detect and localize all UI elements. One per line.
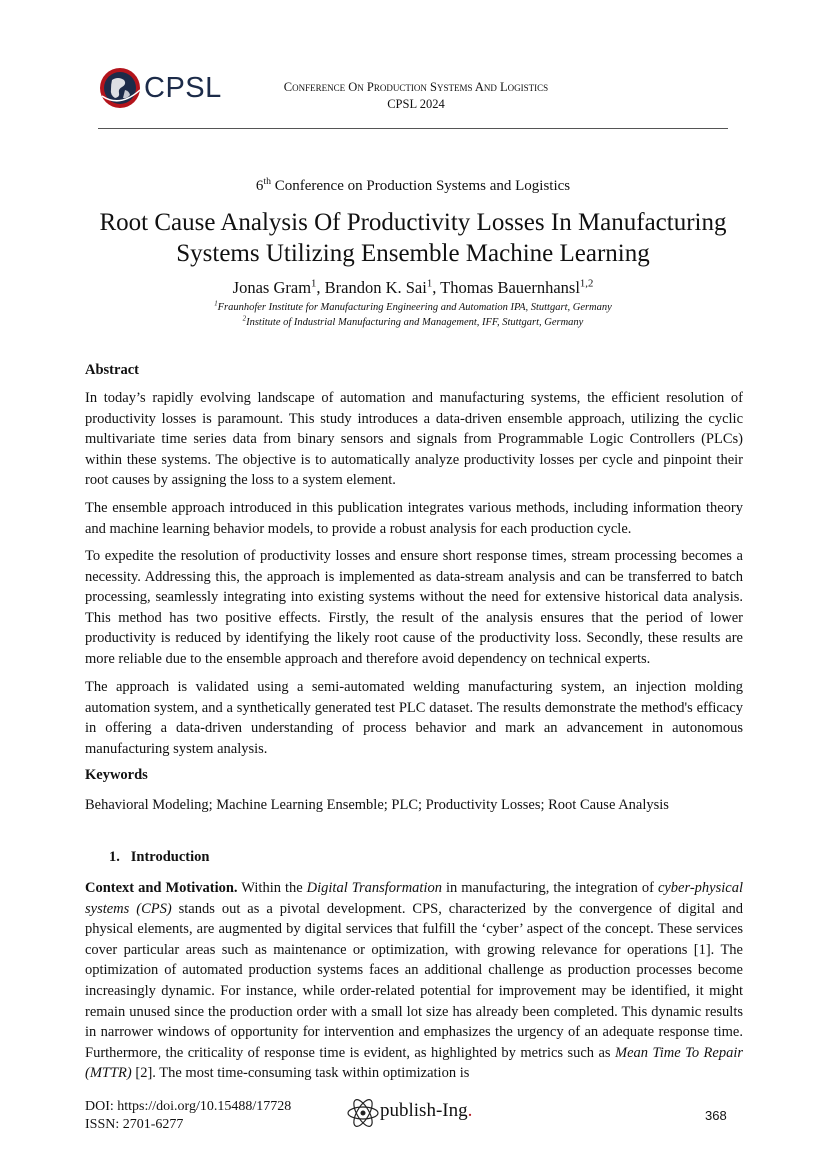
abstract-paragraph: The ensemble approach introduced in this publication integrates various methods, including information theory and machine learning behavior models, to provide a robust analysis for each production cycle.: [85, 500, 743, 537]
author-affiliation-mark: 1: [426, 277, 433, 290]
conference-ordinal-suffix: th: [263, 176, 271, 187]
affiliation: [98, 302, 728, 313]
intro-text: [2]. The most time-consuming task within optimization is: [131, 1065, 470, 1082]
publisher-dot: .: [467, 1100, 473, 1121]
intro-emphasis: Mean Time To Repair (MTTR): [85, 1044, 743, 1082]
author-list: Jonas Gram$^1$, Brandon K. Sai$^1$, Thomas Bauernhansl$^{1,2}$: [232, 277, 594, 297]
affiliation: [98, 317, 728, 328]
abstract-paragraph: To expedite the resolution of productivity losses and ensure short response times, stream processing becomes a necessity. Addressing this, the approach is implemented as data-stream analysis and can be transferred to batch processing, seamlessly integrating into existing systems without the need for extensive historical data analysis. This method has two positive effects. Firstly, the result of the analysis ensures that the period of lower productivity is reduced by identifying the likely root cause of the productivity loss. Secondly, these results are more reliable due to the ensemble approach and therefore avoid dependency on technical experts.: [85, 548, 743, 667]
affiliation-mark: 2: [242, 315, 247, 323]
issn: ISSN: 2701-6277: [85, 1117, 184, 1132]
affiliation-text: Institute of Industrial Manufacturing and Management, IFF, Stuttgart, Germany: [246, 317, 584, 328]
header-divider: [98, 128, 728, 129]
conference-line: [98, 178, 728, 195]
doi-link[interactable]: DOI: https://doi.org/10.15488/17728: [85, 1099, 292, 1114]
publisher-text: publish-Ing: [380, 1100, 468, 1121]
section-heading-introduction: 1. Introduction: [109, 849, 210, 865]
abstract-heading: Abstract: [85, 362, 139, 378]
author-name: Thomas Bauernhansl: [440, 278, 580, 297]
intro-emphasis: Digital Transformation: [306, 880, 442, 896]
conference-line-text: Conference on Production Systems and Logistics: [270, 178, 571, 194]
conference-short: CPSL 2024: [387, 97, 445, 111]
intro-emphasis: cyber-physical systems (CPS): [85, 880, 743, 917]
introduction-paragraph: [85, 878, 743, 1084]
atom-publisher-icon: [346, 1096, 380, 1130]
conference-header: [236, 79, 596, 113]
conference-name: Conference On Production Systems And Logistics: [283, 80, 549, 94]
conference-ordinal: 6: [255, 178, 264, 194]
paragraph-lead: Context and Motivation.: [85, 880, 238, 896]
paper-title-line: Systems Utilizing Ensemble Machine Learning: [176, 240, 650, 267]
paper-title-line: Root Cause Analysis Of Productivity Losses In Manufacturing: [99, 209, 727, 236]
intro-text: Within the: [237, 880, 307, 896]
author-name: Jonas Gram: [232, 278, 312, 297]
footer-identifiers: [85, 1098, 291, 1134]
affiliation-mark: 1: [214, 300, 218, 308]
author-affiliation-mark: 1,2: [579, 277, 594, 290]
page-number: 368: [705, 1108, 727, 1123]
author-name: Brandon K. Sai: [324, 278, 427, 297]
affiliation-text: Fraunhofer Institute for Manufacturing Engineering and Automation IPA, Stuttgart, Germany: [217, 302, 612, 313]
publisher-name: [380, 1100, 472, 1122]
abstract-paragraph: In today’s rapidly evolving landscape of automation and manufacturing systems, the efficient resolution of productivity losses is paramount. This study introduces a data-driven ensemble approach, utilizing the cyclic multivariate time series data from binary sensors and signals from Programmable Logic Controllers (PLCs) within these systems. The objective is to automatically analyze productivity losses per cycle and pinpoint their root causes by assigning the loss to a system element.: [85, 390, 743, 489]
abstract-paragraph: The approach is validated using a semi-automated welding manufacturing system, an injection molding automation system, and a synthetically generated test PLC dataset. The results demonstrate the method's efficacy in offering a data-driven understanding of process behavior and mark an advancement in autonomous manufacturing system analysis.: [85, 679, 743, 757]
paper-title: [98, 207, 728, 269]
cpsl-logo: [98, 66, 222, 112]
keywords-text: Behavioral Modeling; Machine Learning Ensemble; PLC; Productivity Losses; Root Cause Analysis: [85, 797, 669, 813]
logo-text: CPSL: [144, 72, 222, 104]
keywords-heading: Keywords: [85, 767, 148, 783]
author-affiliation-mark: 1: [311, 277, 317, 290]
globe-logo-icon: [98, 66, 142, 110]
publisher-logo: [346, 1096, 486, 1130]
intro-text: stands out as a pivotal development. CPS, characterized by the convergence of digital and physical elements, are augmented by digital services that fulfill the ‘cyber’ aspect of the concept. These services cover particular areas such as maintenance or optimization, with growing relevance for operations [1]. The optimization of automated production systems faces an additional challenge as production processes become increasingly dynamic. For instance, while order-related potential for improvement may be identified, it might remain unused since the production order with a small lot size has already been completed. This dynamic results in narrower windows of opportunity for intervention and emphasizes the urgency of an adequate response time. Furthermore, the criticality of response time is evident, as highlighted by metrics such as: [85, 900, 743, 1061]
intro-text: in manufacturing, the integration of: [441, 880, 658, 896]
